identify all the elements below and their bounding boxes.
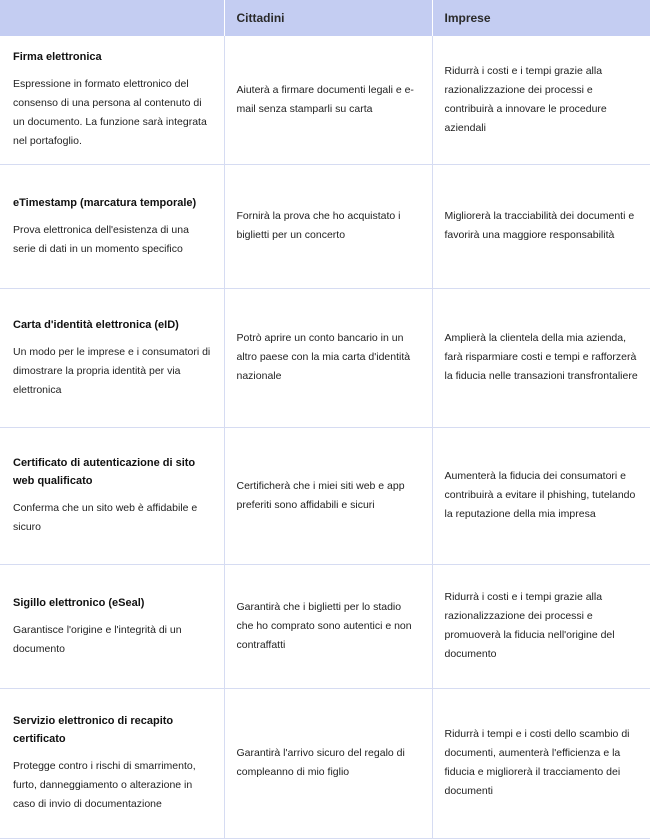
table-row — [0, 427, 650, 564]
imprese-cell: Ridurrà i costi e i tempi grazie alla razionalizzazione dei processi e promuoverà la fiducia nell'origine del documento — [432, 564, 650, 688]
header-imprese: Imprese — [432, 0, 650, 36]
header-service — [0, 0, 224, 36]
cittadini-cell: Certificherà che i miei siti web e app preferiti sono affidabili e sicuri — [224, 427, 432, 564]
service-title: Certificato di autenticazione di sito web qualificato — [13, 457, 196, 487]
header-row — [0, 0, 650, 36]
table-row — [0, 688, 650, 838]
service-description: Garantisce l'origine e l'integrità di un documento — [13, 623, 182, 655]
imprese-cell: Aumenterà la fiducia dei consumatori e contribuirà a evitare il phishing, tutelando la reputazione della mia impresa — [432, 427, 650, 564]
service-cell — [0, 36, 224, 164]
service-cell — [0, 164, 224, 288]
service-description: Espressione in formato elettronico del consenso di una persona al contenuto di un documento. La funzione sarà integrata nel portafoglio. — [13, 78, 207, 148]
header-cittadini: Cittadini — [224, 0, 432, 36]
imprese-cell: Migliorerà la tracciabilità dei documenti e favorirà una maggiore responsabilità — [432, 164, 650, 288]
cittadini-cell: Garantirà che i biglietti per lo stadio che ho comprato sono autentici e non contraffatti — [224, 564, 432, 688]
cittadini-cell: Garantirà l'arrivo sicuro del regalo di compleanno di mio figlio — [224, 688, 432, 838]
service-cell — [0, 688, 224, 838]
table-row — [0, 164, 650, 288]
table-row — [0, 564, 650, 688]
service-cell — [0, 427, 224, 564]
cittadini-cell: Fornirà la prova che ho acquistato i biglietti per un concerto — [224, 164, 432, 288]
service-title: eTimestamp (marcatura temporale) — [13, 196, 197, 209]
service-title: Sigillo elettronico (eSeal) — [13, 596, 145, 609]
table-row — [0, 36, 650, 164]
cittadini-cell: Aiuterà a firmare documenti legali e e-mail senza stamparli su carta — [224, 36, 432, 164]
imprese-cell: Ridurrà i costi e i tempi grazie alla razionalizzazione dei processi e contribuirà a innovare le procedure aziendali — [432, 36, 650, 164]
imprese-cell: Ridurrà i tempi e i costi dello scambio di documenti, aumenterà l'efficienza e la fiducia e migliorerà il tracciamento dei documenti — [432, 688, 650, 838]
service-description: Conferma che un sito web è affidabile e sicuro — [13, 502, 198, 533]
service-description: Un modo per le imprese e i consumatori di dimostrare la propria identità per via elettronica — [13, 345, 211, 396]
service-cell — [0, 288, 224, 427]
service-cell — [0, 564, 224, 688]
cittadini-cell: Potrò aprire un conto bancario in un altro paese con la mia carta d'identità nazionale — [224, 288, 432, 427]
service-description: Protegge contro i rischi di smarrimento, furto, danneggiamento o alterazione in caso di invio di documentazione — [13, 760, 196, 810]
table-row — [0, 288, 650, 427]
service-title: Servizio elettronico di recapito certificato — [13, 715, 174, 745]
service-description: Prova elettronica dell'esistenza di una serie di dati in un momento specifico — [13, 223, 189, 255]
service-title: Firma elettronica — [13, 51, 102, 64]
imprese-cell: Amplierà la clientela della mia azienda, farà risparmiare costi e tempi e rafforzerà la fiducia nelle transazioni transfrontaliere — [432, 288, 650, 427]
service-title: Carta d'identità elettronica (eID) — [13, 318, 179, 331]
